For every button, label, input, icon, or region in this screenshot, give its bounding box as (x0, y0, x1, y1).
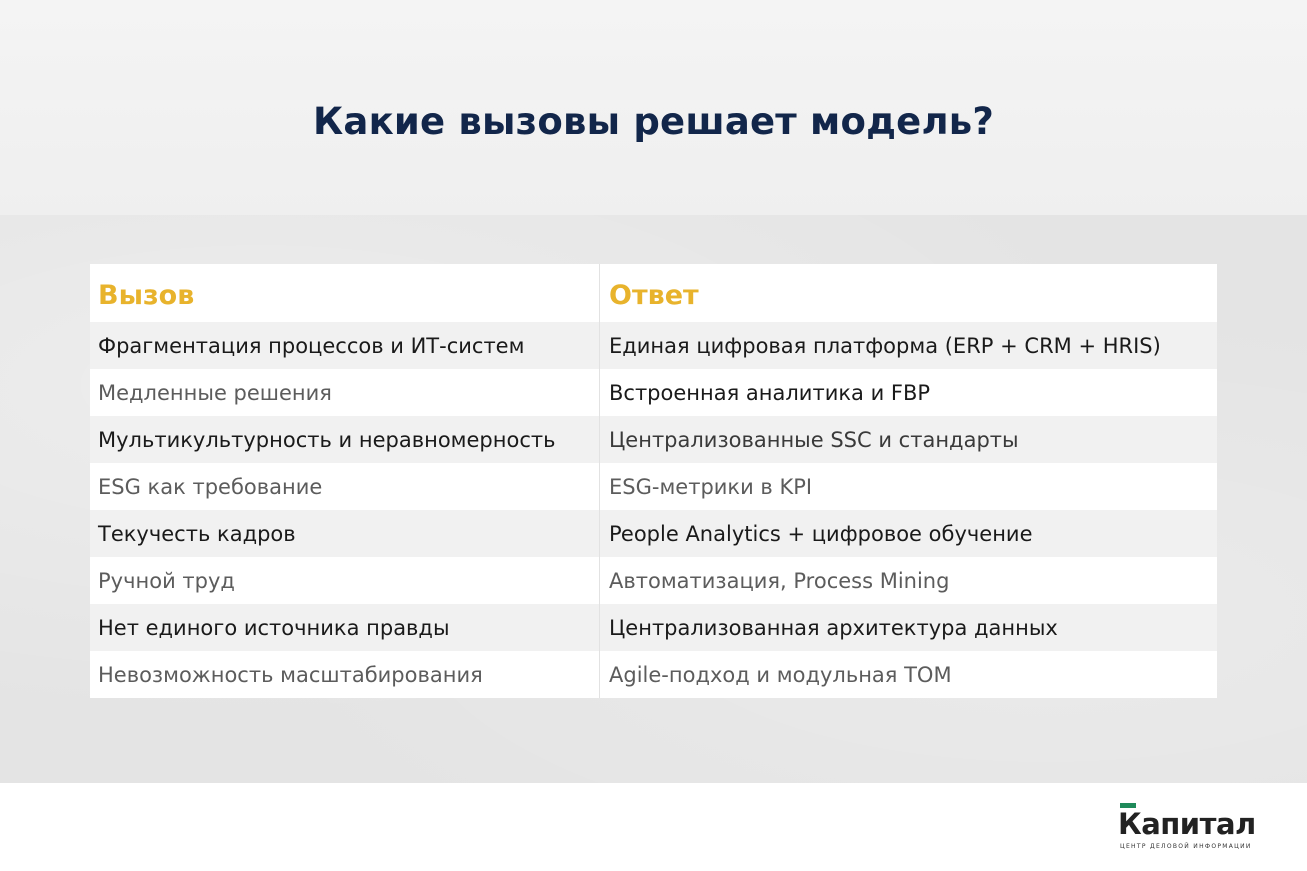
challenge-cell: Медленные решения (90, 369, 600, 416)
answer-cell: Централизованная архитектура данных (609, 615, 1058, 640)
answer-cell dark-text: Встроенная аналитика и FBP (609, 380, 931, 405)
table-row (90, 604, 1217, 651)
page-title: Какие вызовы решает модель? (312, 100, 995, 143)
table-header-row (90, 264, 1217, 322)
challenge-cell: Мультикультурность и неравномерность (90, 416, 600, 463)
table-row (90, 369, 1217, 416)
challenge-cell: Фрагментация процессов и ИТ-систем (90, 322, 600, 369)
answer-cell: Автоматизация, Process Mining (609, 568, 950, 593)
answer-cell: Централизованные SSC и стандарты (609, 427, 1019, 452)
answer-cell: ESG-метрики в KPI (609, 474, 813, 499)
table-row (90, 651, 1217, 698)
challenge-cell: Невозможность масштабирования (90, 651, 600, 698)
table-row (90, 416, 1217, 463)
table-row (90, 557, 1217, 604)
logo-name: Капитал (1118, 807, 1256, 841)
table-row (90, 322, 1217, 369)
challenge-cell: ESG как требование (90, 463, 600, 510)
challenge-cell: Ручной труд (90, 557, 600, 604)
kapital-logo (1118, 803, 1268, 853)
logo-tagline: ЦЕНТР ДЕЛОВОЙ ИНФОРМАЦИИ (1120, 843, 1252, 850)
answer-cell: People Analytics + цифровое обучение (609, 521, 1033, 546)
header-answer: Ответ (609, 279, 699, 311)
challenges-table (90, 264, 1217, 698)
answer-cell: Единая цифровая платформа (ERP + CRM + HRIS) (609, 333, 1161, 358)
table-row (90, 463, 1217, 510)
challenge-cell: Текучесть кадров (90, 510, 600, 557)
answer-cell: Agile-подход и модульная TOM (609, 662, 952, 687)
header-challenge: Вызов (90, 264, 600, 322)
challenge-cell: Нет единого источника правды (90, 604, 600, 651)
table-row (90, 510, 1217, 557)
